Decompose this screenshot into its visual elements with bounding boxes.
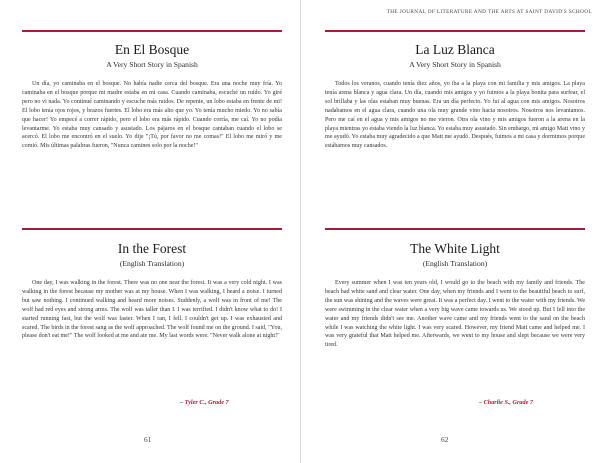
story-spanish-left bbox=[22, 30, 282, 151]
story-subtitle: (English Translation) bbox=[422, 259, 488, 268]
story-subtitle: (English Translation) bbox=[119, 259, 185, 268]
divider-rule bbox=[22, 30, 282, 32]
right-page bbox=[300, 0, 600, 463]
divider-rule bbox=[325, 30, 585, 32]
story-english-left bbox=[22, 228, 282, 341]
page-number: 62 bbox=[441, 435, 449, 444]
page-number: 61 bbox=[144, 435, 152, 444]
story-body: Un día, yo caminaba en el bosque. No había nadie cerca del bosque. Era una noche muy fría. Yo caminaba en el bosque porque mi madre estaba en mi casa. Cuando caminaba, escuché un ruido. Yo giré pero no vi nada. Yo continué caminando y escuche más ruidos. De repente, un lobo estaba en frente de mi! El lobo tenía ojos rojos, y brazos fuertes. El lobo era más alto que yo. Yo tenía mucho miedo. Yo no sabía que hacer! Yo empecé a correr rápido, pero el lobo era más rápido. Cuando corría, me caí. Yo no podía levantarme. Yo estaba muy cansado y asustado. Los pájaros en el bosque cantaban cuando el lobo se acercó. El lobo me encontró en el suelo. Yo dije "¡Tú, por favor no me comas!" El lobo me miró y me comió. Mis últimas palabras fueron, "Nunca camines solo por la noche!" bbox=[22, 81, 282, 150]
running-header: THE JOURNAL OF LITERATURE AND THE ARTS AT SAINT DAVID'S SCHOOL bbox=[386, 9, 592, 15]
story-title: In the Forest bbox=[117, 241, 187, 256]
author-credit: – Charlie S., Grade 7 bbox=[479, 399, 533, 406]
divider-rule bbox=[22, 228, 282, 230]
author-credit: – Tyler C., Grade 7 bbox=[180, 399, 229, 406]
story-title: En El Bosque bbox=[114, 42, 190, 57]
story-title: The White Light bbox=[410, 241, 500, 256]
story-subtitle: A Very Short Story in Spanish bbox=[409, 60, 501, 69]
story-spanish-right bbox=[325, 30, 585, 151]
story-subtitle: A Very Short Story in Spanish bbox=[106, 60, 198, 69]
story-body: Todos los veranos, cuando tenía diez años, yo iba a la playa con mi familia y mis amigos. La playa tenía arena blanca y agua clara. Un día, cuando mis amigos y yo fuimos a la playa bonita para surfear, el sol brillaba y las olas estaban muy buenas. Era un día perfecto. Yo fui al agua con mis amigos. Nosotros nadabamos en el agua clara, cuando una ola muy grande vino hacia nosotros. Nosotros nos levantamos. Pero me caí en el agua y mis amigos no me vieron. Otra ola vino y mis amigos fueron a la arena en la playa mientras yo estaba viendo la luz blanca. Yo estaba muy asustado. Sin embargo, mi amigo Matt vino y me ayudó. Yo estaba muy agradecido a que Matt me ayudó. Después, fuimos a mi casa y dormimos porque estábamos muy cansados. bbox=[325, 81, 585, 150]
story-title: La Luz Blanca bbox=[415, 42, 495, 57]
story-english-right bbox=[325, 228, 585, 350]
divider-rule bbox=[325, 228, 585, 230]
story-body: One day, I was walking in the forest. There was no one near the forest. It was a very cold night. I was walking in the forest because my mother was at my house. When I was walking, I heard a noise. I turned but saw nothing. I continued walking and heard more noises. Suddenly, a wolf was in front of me! The wolf had red eyes and strong arms. The wolf was taller than I. I was terrified. I didn't know what to do! I started running fast, but the wolf was faster. When I ran, I fell. I couldn't get up. I was exhausted and scared. The birds in the forest sang as the wolf approached. The wolf found me on the ground. I said, "You, please don't eat me!" The wolf looked at me and ate me. My last words were. "Never walk alone at night!" bbox=[22, 280, 282, 340]
story-body: Every summer when I was ten years old, I would go to the beach with my family and friends. The beach had white sand and clear water. One day, when my friends and I went to the beautiful beach to surf, the sun was shining and the waves were great. It was a perfect day. I went to the water with my friends. We were swimming in the clear water when a very big wave came towards us. We stood up. But I fell into the water and my friends didn't see me. Another wave came and my friends went to the sand on the beach while I was watching the white light. I was very scared. However, my friend Matt came and helped me. I was very grateful that Matt helped me. Afterwards, we went to my house and slept because we were very tired. bbox=[325, 280, 585, 349]
